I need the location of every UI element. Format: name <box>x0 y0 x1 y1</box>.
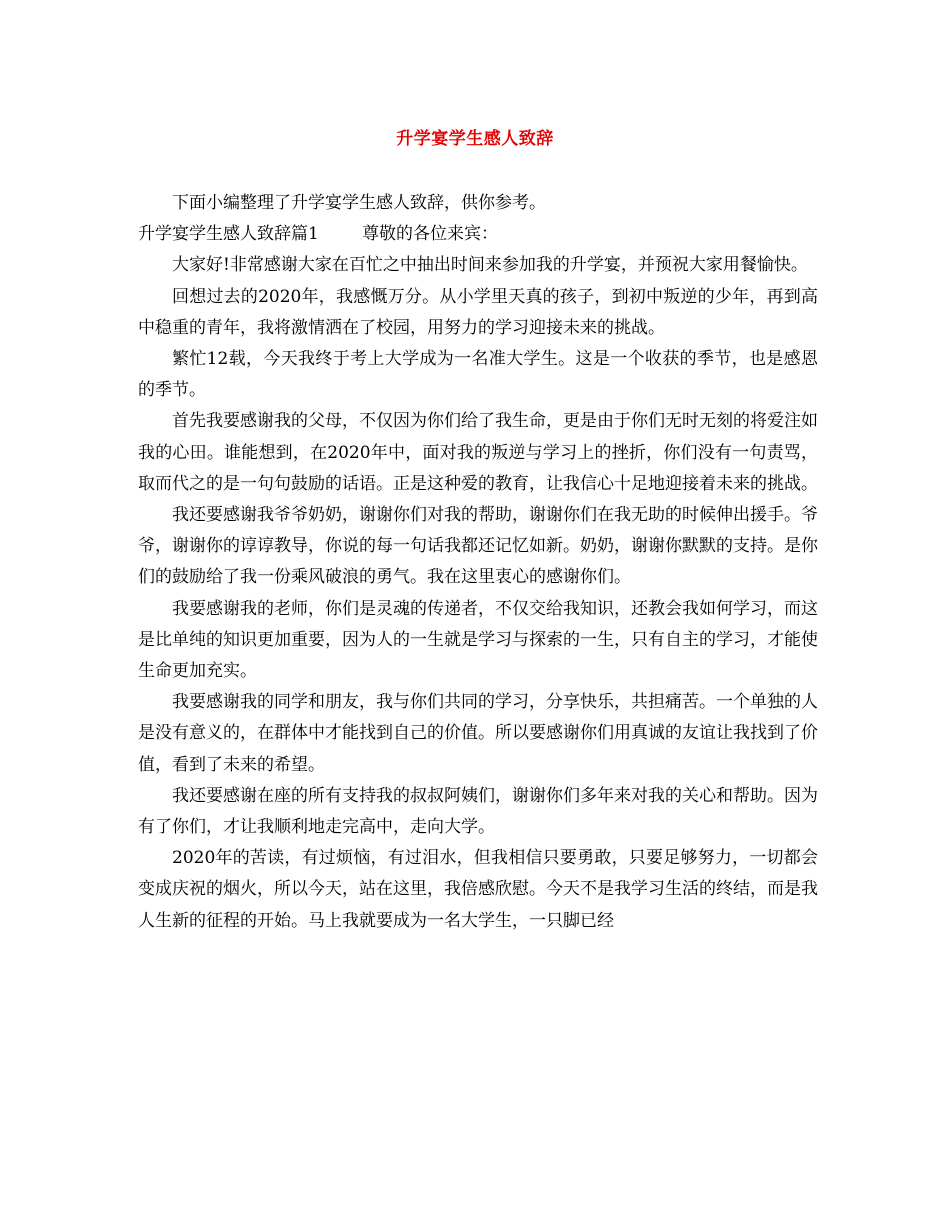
body-paragraph: 我要感谢我的同学和朋友，我与你们共同的学习，分享快乐，共担痛苦。一个单独的人是没有意义的，在群体中才能找到自己的价值。所以要感谢你们用真诚的友谊让我找到了价值，看到了未来的希望。 <box>138 692 818 775</box>
intro-paragraph: 下面小编整理了升学宴学生感人致辞，供你参考。 <box>172 193 546 213</box>
document-title: 升学宴学生感人致辞 <box>396 129 554 149</box>
body-paragraph: 我要感谢我的老师，你们是灵魂的传递者，不仅交给我知识，还教会我如何学习，而这是比单纯的知识更加重要，因为人的一生就是学习与探索的一生，只有自主的学习，才能使生命更加充实。 <box>138 598 818 682</box>
salutation: 尊敬的各位来宾： <box>362 224 499 245</box>
document-body <box>138 188 818 937</box>
body-paragraph: 2020年的苦读，有过烦恼，有过泪水，但我相信只要勇敢，只要足够努力，一切都会变成庆祝的烟火，所以今天，站在这里，我倍感欣慰。今天不是我学习生活的终结，而是我人生新的征程的开始。马上我就要成为一名大学生，一只脚已经 <box>138 848 818 931</box>
body-paragraph: 繁忙12载，今天我终于考上大学成为一名准大学生。这是一个收获的季节，也是感恩的季节。 <box>138 349 818 401</box>
section-heading: 升学宴学生感人致辞篇1 <box>138 224 319 245</box>
section-heading-line <box>138 219 818 250</box>
body-paragraph: 我还要感谢在座的所有支持我的叔叔阿姨们，谢谢你们多年来对我的关心和帮助。因为有了你们，才让我顺利地走完高中，走向大学。 <box>138 785 818 838</box>
body-paragraph: 大家好!非常感谢大家在百忙之中抽出时间来参加我的升学宴，并预祝大家用餐愉快。 <box>172 255 808 276</box>
body-paragraph: 首先我要感谢我的父母，不仅因为你们给了我生命，更是由于你们无时无刻的将爱注如我的心田。谁能想到，在2020年中，面对我的叛逆与学习上的挫折，你们没有一句责骂，取而代之的是一句句鼓励的话语。正是这种爱的教育，让我信心十足地迎接着未来的挑战。 <box>138 411 818 494</box>
body-paragraph: 我还要感谢我爷爷奶奶，谢谢你们对我的帮助，谢谢你们在我无助的时候伸出援手。爷爷，谢谢你的谆谆教导，你说的每一句话我都还记忆如新。奶奶，谢谢你默默的支持。是你们的鼓励给了我一份乘风破浪的勇气。我在这里衷心的感谢你们。 <box>138 505 818 588</box>
body-paragraph: 回想过去的2020年，我感慨万分。从小学里天真的孩子，到初中叛逆的少年，再到高中稳重的青年，我将激情洒在了校园，用努力的学习迎接未来的挑战。 <box>138 286 818 338</box>
